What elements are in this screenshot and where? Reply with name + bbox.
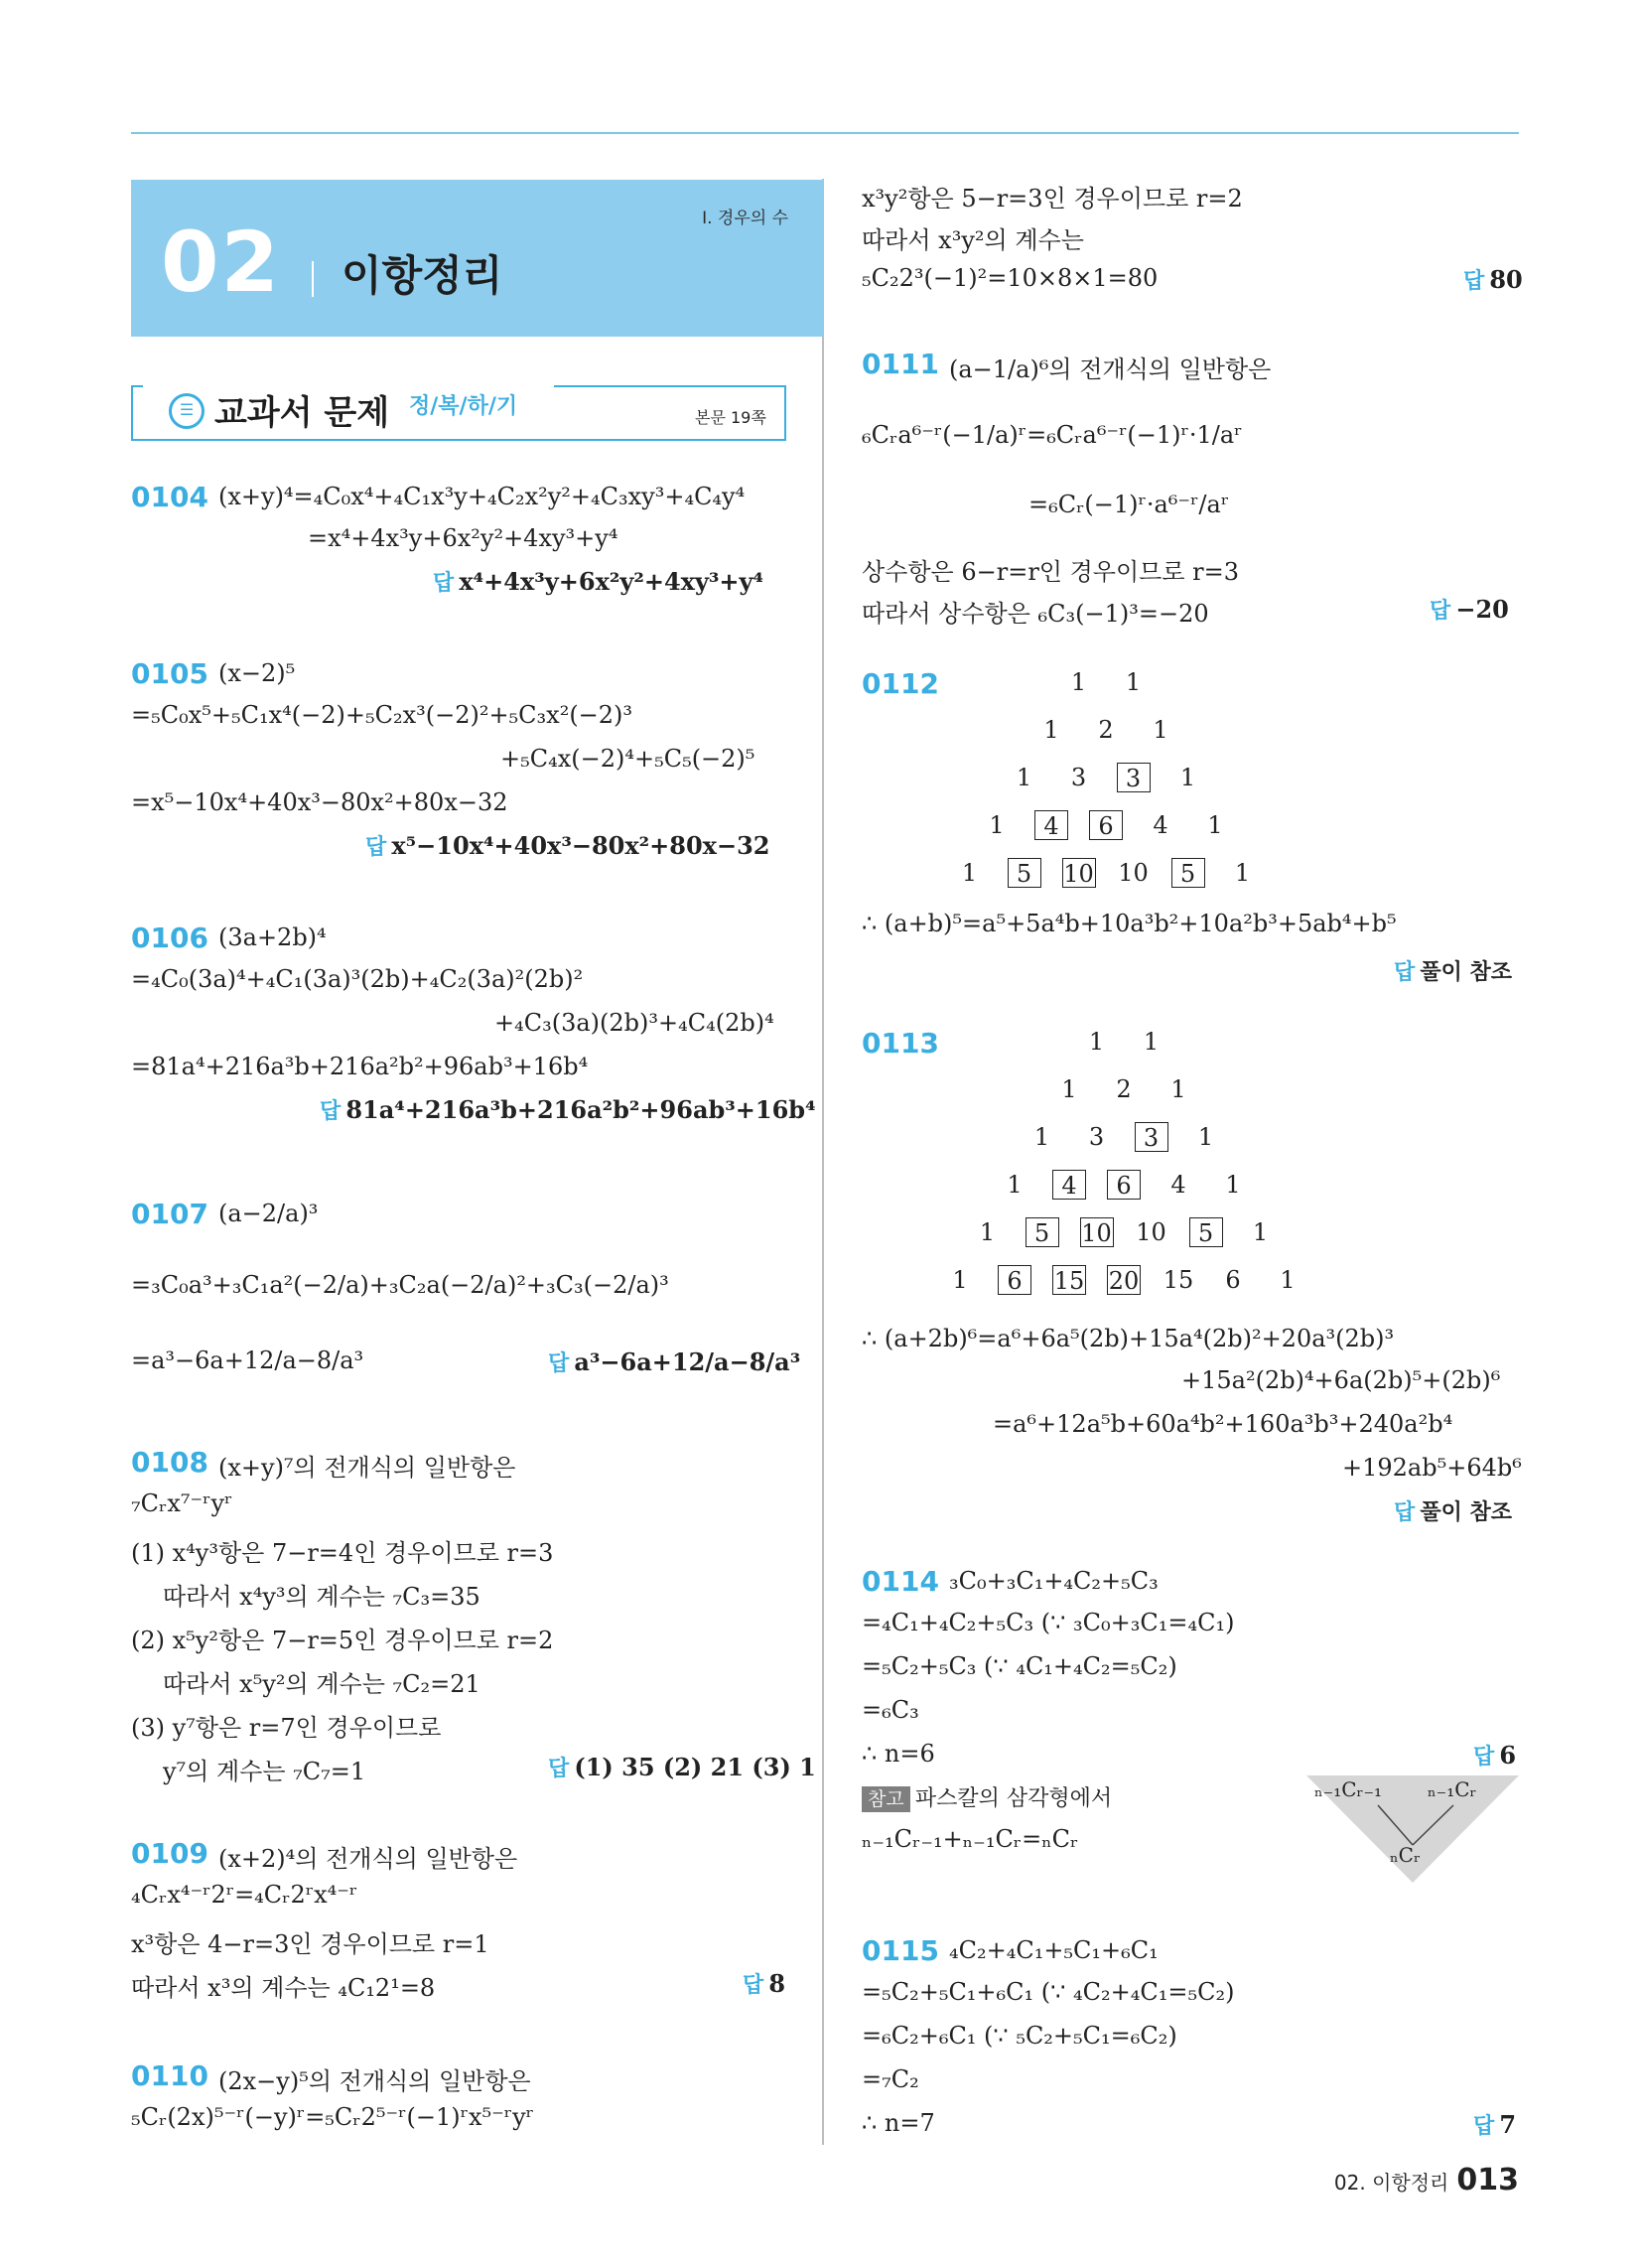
solution-line: ₄Cᵣx⁴⁻ʳ2ʳ=₄Cᵣ2ʳx⁴⁻ʳ (131, 1881, 358, 1909)
note-tag: 참고 (862, 1786, 910, 1812)
solution-line: =₅C₂+₅C₃ (∵ ₄C₁+₄C₂=₅C₂) (862, 1652, 1177, 1680)
answer (1463, 264, 1523, 295)
solution-line: 따라서 상수항은 ₆C₃(−1)³=−20 (862, 600, 1209, 628)
page-number: 013 (1456, 2163, 1519, 2197)
solution-line: ₃C₀+₃C₁+₄C₂+₅C₃ (949, 1567, 1159, 1595)
solution-line: (3) y⁷항은 r=7인 경우이므로 (131, 1714, 442, 1742)
page-footer (1334, 2163, 1519, 2197)
answer-value: 7 (1499, 2110, 1517, 2139)
solution-line: (a−1/a)⁶의 전개식의 일반항은 (949, 355, 1272, 383)
solution-line: (1) x⁴y³항은 7−r=4인 경우이므로 r=3 (131, 1539, 554, 1567)
pascal-cell: 1 (1143, 1028, 1160, 1056)
solution-line: ∴ n=6 (862, 1740, 935, 1768)
pascal-cell: 6 (1089, 810, 1123, 840)
pascal-cell: 4 (1034, 810, 1068, 840)
note-formula: ₙ₋₁Cᵣ₋₁+ₙ₋₁Cᵣ=ₙCᵣ (862, 1825, 1079, 1853)
solution-line: ∴ n=7 (862, 2109, 935, 2137)
solution-line: ₇Cᵣx⁷⁻ʳyʳ (131, 1489, 233, 1517)
pascal-cell: 4 (1052, 1170, 1086, 1200)
answer-label: 답 (365, 835, 387, 860)
solution-line: +₄C₃(3a)(2b)³+₄C₄(2b)⁴ (494, 1009, 774, 1037)
solution-line: =₄C₀(3a)⁴+₄C₁(3a)³(2b)+₄C₂(3a)²(2b)² (131, 965, 584, 993)
answer-label: 답 (433, 571, 455, 596)
answer-value: −20 (1455, 595, 1509, 624)
solution-line: (x+y)⁴=₄C₀x⁴+₄C₁x³y+₄C₂x²y²+₄C₃xy³+₄C₄y⁴ (218, 483, 746, 510)
answer-label: 답 (1394, 960, 1416, 985)
solution-line: =x⁵−10x⁴+40x³−80x²+80x−32 (131, 788, 508, 816)
answer (1430, 594, 1509, 625)
pascal-cell: 6 (1225, 1266, 1241, 1294)
solution-line: =a³−6a+12/a−8/a³ (131, 1347, 364, 1374)
chapter-title: 이항정리 (342, 251, 503, 300)
problem-number: 0104 (131, 481, 208, 513)
solution-line: ₆Cᵣa⁶⁻ʳ(−1/a)ʳ=₆Cᵣa⁶⁻ʳ(−1)ʳ·1/aʳ (862, 421, 1243, 449)
textbook-page-ref: 본문 19쪽 (695, 408, 766, 427)
pascal-cell: 1 (979, 1218, 996, 1246)
solution-line: (x+2)⁴의 전개식의 일반항은 (218, 1845, 518, 1873)
solution-line: x³항은 4−r=3인 경우이므로 r=1 (131, 1930, 489, 1958)
pascal-cell: 1 (961, 859, 978, 887)
solution-line: =x⁴+4x³y+6x²y²+4xy³+y⁴ (308, 524, 618, 552)
answer (365, 830, 770, 861)
pascal-cell: 4 (1170, 1171, 1186, 1199)
triangle-bottom-term: ₙCᵣ (1390, 1843, 1421, 1867)
note (862, 1781, 1112, 1812)
problem-number: 0108 (131, 1446, 208, 1479)
solution-line: =₆Cᵣ(−1)ʳ·a⁶⁻ʳ/aʳ (1028, 491, 1230, 518)
answer-value: 81a⁴+216a³b+216a²b²+96ab³+16b⁴ (345, 1095, 816, 1124)
triangle-right-term: ₙ₋₁Cᵣ (1428, 1777, 1477, 1801)
solution-line: ∴ (a+b)⁵=a⁵+5a⁴b+10a³b²+10a²b³+5ab⁴+b⁵ (862, 910, 1397, 937)
chapter-section: Ⅰ. 경우의 수 (702, 209, 788, 228)
pascal-cell: 5 (1008, 858, 1041, 888)
answer (548, 1752, 816, 1782)
solution-line: ₄C₂+₄C₁+₅C₁+₆C₁ (949, 1936, 1159, 1964)
pascal-cell: 2 (1098, 716, 1114, 744)
pascal-cell: 3 (1117, 763, 1151, 792)
solution-line: =a⁶+12a⁵b+60a⁴b²+160a³b³+240a²b⁴ (993, 1410, 1453, 1438)
answer (1473, 2109, 1516, 2140)
answer-value: 6 (1499, 1741, 1517, 1770)
answer-label: 답 (1394, 1500, 1416, 1525)
solution-line: =₅C₀x⁵+₅C₁x⁴(−2)+₅C₂x³(−2)²+₅C₃x²(−2)³ (131, 701, 633, 729)
solution-line: x³y²항은 5−r=3인 경우이므로 r=2 (862, 185, 1243, 213)
textbook-subtitle: 정/복/하/기 (409, 394, 518, 419)
answer-value: x⁴+4x³y+6x²y²+4xy³+y⁴ (459, 567, 763, 596)
pascal-cell: 1 (989, 811, 1005, 839)
answer-value: x⁵−10x⁴+40x³−80x²+80x−32 (391, 831, 770, 860)
pascal-cell: 1 (952, 1266, 968, 1294)
pascal-cell: 3 (1088, 1123, 1105, 1151)
chapter-header (131, 180, 824, 337)
top-rule (131, 132, 1519, 134)
answer-label: 답 (1463, 269, 1485, 294)
pascal-cell: 5 (1171, 858, 1205, 888)
pascal-cell: 15 (1053, 1267, 1085, 1295)
solution-line: (x−2)⁵ (218, 659, 296, 687)
answer (743, 1968, 785, 1999)
answer-value: 8 (768, 1969, 786, 1998)
problem-number: 0111 (862, 348, 939, 380)
problem-number: 0110 (131, 2059, 208, 2092)
answer-label: 답 (548, 1351, 570, 1376)
pascal-cell: 15 (1163, 1266, 1194, 1294)
solution-line: ∴ (a+2b)⁶=a⁶+6a⁵(2b)+15a⁴(2b)²+20a³(2b)³ (862, 1325, 1395, 1352)
pascal-cell: 1 (1125, 668, 1142, 696)
pascal-cell: 10 (1063, 860, 1094, 888)
pascal-cell: 1 (1043, 716, 1059, 744)
answer-label: 답 (743, 1973, 764, 1998)
solution-line: 따라서 x⁵y²의 계수는 ₇C₂=21 (163, 1670, 480, 1698)
pascal-cell: 10 (1136, 1218, 1166, 1246)
pascal-cell: 6 (998, 1265, 1031, 1295)
pascal-rule-diagram (1306, 1773, 1519, 1889)
pascal-cell: 1 (1225, 1171, 1241, 1199)
answer-value: 풀이 참조 (1420, 1500, 1513, 1525)
answer (1394, 955, 1512, 986)
solution-line: =₅C₂+₅C₁+₆C₁ (∵ ₄C₂+₄C₁=₅C₂) (862, 1978, 1235, 2006)
answer (433, 566, 763, 597)
pascal-cell: 1 (1280, 1266, 1296, 1294)
pascal-cell: 1 (1016, 764, 1032, 791)
solution-line: =₆C₂+₆C₁ (∵ ₅C₂+₅C₁=₆C₂) (862, 2022, 1177, 2050)
pascal-cell: 1 (1207, 811, 1223, 839)
answer (1394, 1495, 1512, 1526)
solution-line: (a−2/a)³ (218, 1200, 319, 1227)
answer (1473, 1740, 1516, 1771)
solution-line: =81a⁴+216a³b+216a²b²+96ab³+16b⁴ (131, 1053, 589, 1080)
pascal-cell: 2 (1116, 1075, 1132, 1103)
pascal-cell: 5 (1026, 1217, 1059, 1247)
solution-line: 따라서 x⁴y³의 계수는 ₇C₃=35 (163, 1583, 480, 1611)
problem-number: 0115 (862, 1934, 939, 1967)
problem-number: 0105 (131, 657, 208, 690)
answer-label: 답 (1473, 1745, 1495, 1770)
answer-label: 답 (320, 1099, 342, 1124)
textbook-box-rule (131, 385, 143, 387)
pascal-cell: 1 (1070, 668, 1087, 696)
pascal-cell: 1 (1252, 1218, 1269, 1246)
solution-line: =₇C₂ (862, 2065, 919, 2093)
note-text: 파스칼의 삼각형에서 (914, 1786, 1113, 1811)
answer-label: 답 (1430, 599, 1451, 624)
chapter-number: 02 (161, 213, 281, 311)
triangle-left-term: ₙ₋₁Cᵣ₋₁ (1314, 1777, 1383, 1801)
chapter-separator (312, 261, 314, 297)
pascal-cell: 1 (1153, 716, 1168, 744)
pascal-cell: 10 (1081, 1219, 1112, 1247)
pascal-cell: 1 (1170, 1075, 1186, 1103)
problem-number: 0109 (131, 1837, 208, 1870)
pascal-cell: 4 (1153, 811, 1168, 839)
pascal-cell: 20 (1108, 1267, 1140, 1295)
solution-line: y⁷의 계수는 ₇C₇=1 (163, 1758, 366, 1785)
problem-number: 0107 (131, 1198, 208, 1230)
problem-number: 0113 (862, 1027, 939, 1060)
answer (320, 1094, 816, 1125)
textbook-title: 교과서 문제 (214, 393, 390, 433)
solution-line: 상수항은 6−r=r인 경우이므로 r=3 (862, 558, 1240, 586)
solution-line: +15a²(2b)⁴+6a(2b)⁵+(2b)⁶ (1181, 1366, 1501, 1394)
problem-number: 0106 (131, 921, 208, 954)
solution-line: (2x−y)⁵의 전개식의 일반항은 (218, 2067, 531, 2095)
pascal-cell: 3 (1135, 1122, 1168, 1152)
pascal-cell: 10 (1118, 859, 1149, 887)
column-divider (822, 179, 824, 2145)
solution-line: ₅Cᵣ(2x)⁵⁻ʳ(−y)ʳ=₅Cᵣ2⁵⁻ʳ(−1)ʳx⁵⁻ʳyʳ (131, 2103, 534, 2131)
pascal-cell: 1 (1033, 1123, 1050, 1151)
problem-number: 0114 (862, 1565, 939, 1598)
solution-line: 따라서 x³의 계수는 ₄C₁2¹=8 (131, 1974, 436, 2002)
answer-label: 답 (548, 1757, 570, 1781)
solution-line: ₅C₂2³(−1)²=10×8×1=80 (862, 264, 1159, 292)
answer-value: a³−6a+12/a−8/a³ (574, 1347, 801, 1376)
solution-line: +192ab⁵+64b⁶ (1342, 1454, 1522, 1482)
pascal-cell: 1 (1088, 1028, 1105, 1056)
answer (548, 1347, 800, 1377)
problem-number: 0112 (862, 667, 939, 700)
textbook-box-rule (554, 385, 784, 387)
answer-value: 풀이 참조 (1420, 960, 1513, 985)
solution-line: 따라서 x³y²의 계수는 (862, 226, 1084, 254)
pascal-cell: 3 (1070, 764, 1087, 791)
pascal-cell: 1 (1061, 1075, 1077, 1103)
answer-value: (1) 35 (2) 21 (3) 1 (574, 1753, 816, 1781)
solution-line: =₄C₁+₄C₂+₅C₃ (∵ ₃C₀+₃C₁=₄C₁) (862, 1609, 1235, 1636)
footer-chapter: 02. 이항정리 (1333, 2171, 1449, 2195)
pascal-cell: 1 (1197, 1123, 1214, 1151)
solution-line: (x+y)⁷의 전개식의 일반항은 (218, 1454, 516, 1482)
solution-line: (2) x⁵y²항은 7−r=5인 경우이므로 r=2 (131, 1627, 554, 1654)
pascal-cell: 1 (1179, 764, 1196, 791)
solution-line: (3a+2b)⁴ (218, 923, 327, 951)
pascal-cell: 5 (1189, 1217, 1223, 1247)
pascal-cell: 1 (1234, 859, 1251, 887)
answer-label: 답 (1473, 2114, 1495, 2139)
pascal-cell: 1 (1007, 1171, 1023, 1199)
book-icon: ☰ (169, 393, 205, 429)
pascal-cell: 6 (1107, 1170, 1141, 1200)
solution-line: =₃C₀a³+₃C₁a²(−2/a)+₃C₂a(−2/a)²+₃C₃(−2/a)³ (131, 1271, 669, 1299)
answer-value: 80 (1489, 265, 1523, 294)
solution-line: +₅C₄x(−2)⁴+₅C₅(−2)⁵ (500, 745, 755, 773)
solution-line: =₆C₃ (862, 1696, 919, 1724)
